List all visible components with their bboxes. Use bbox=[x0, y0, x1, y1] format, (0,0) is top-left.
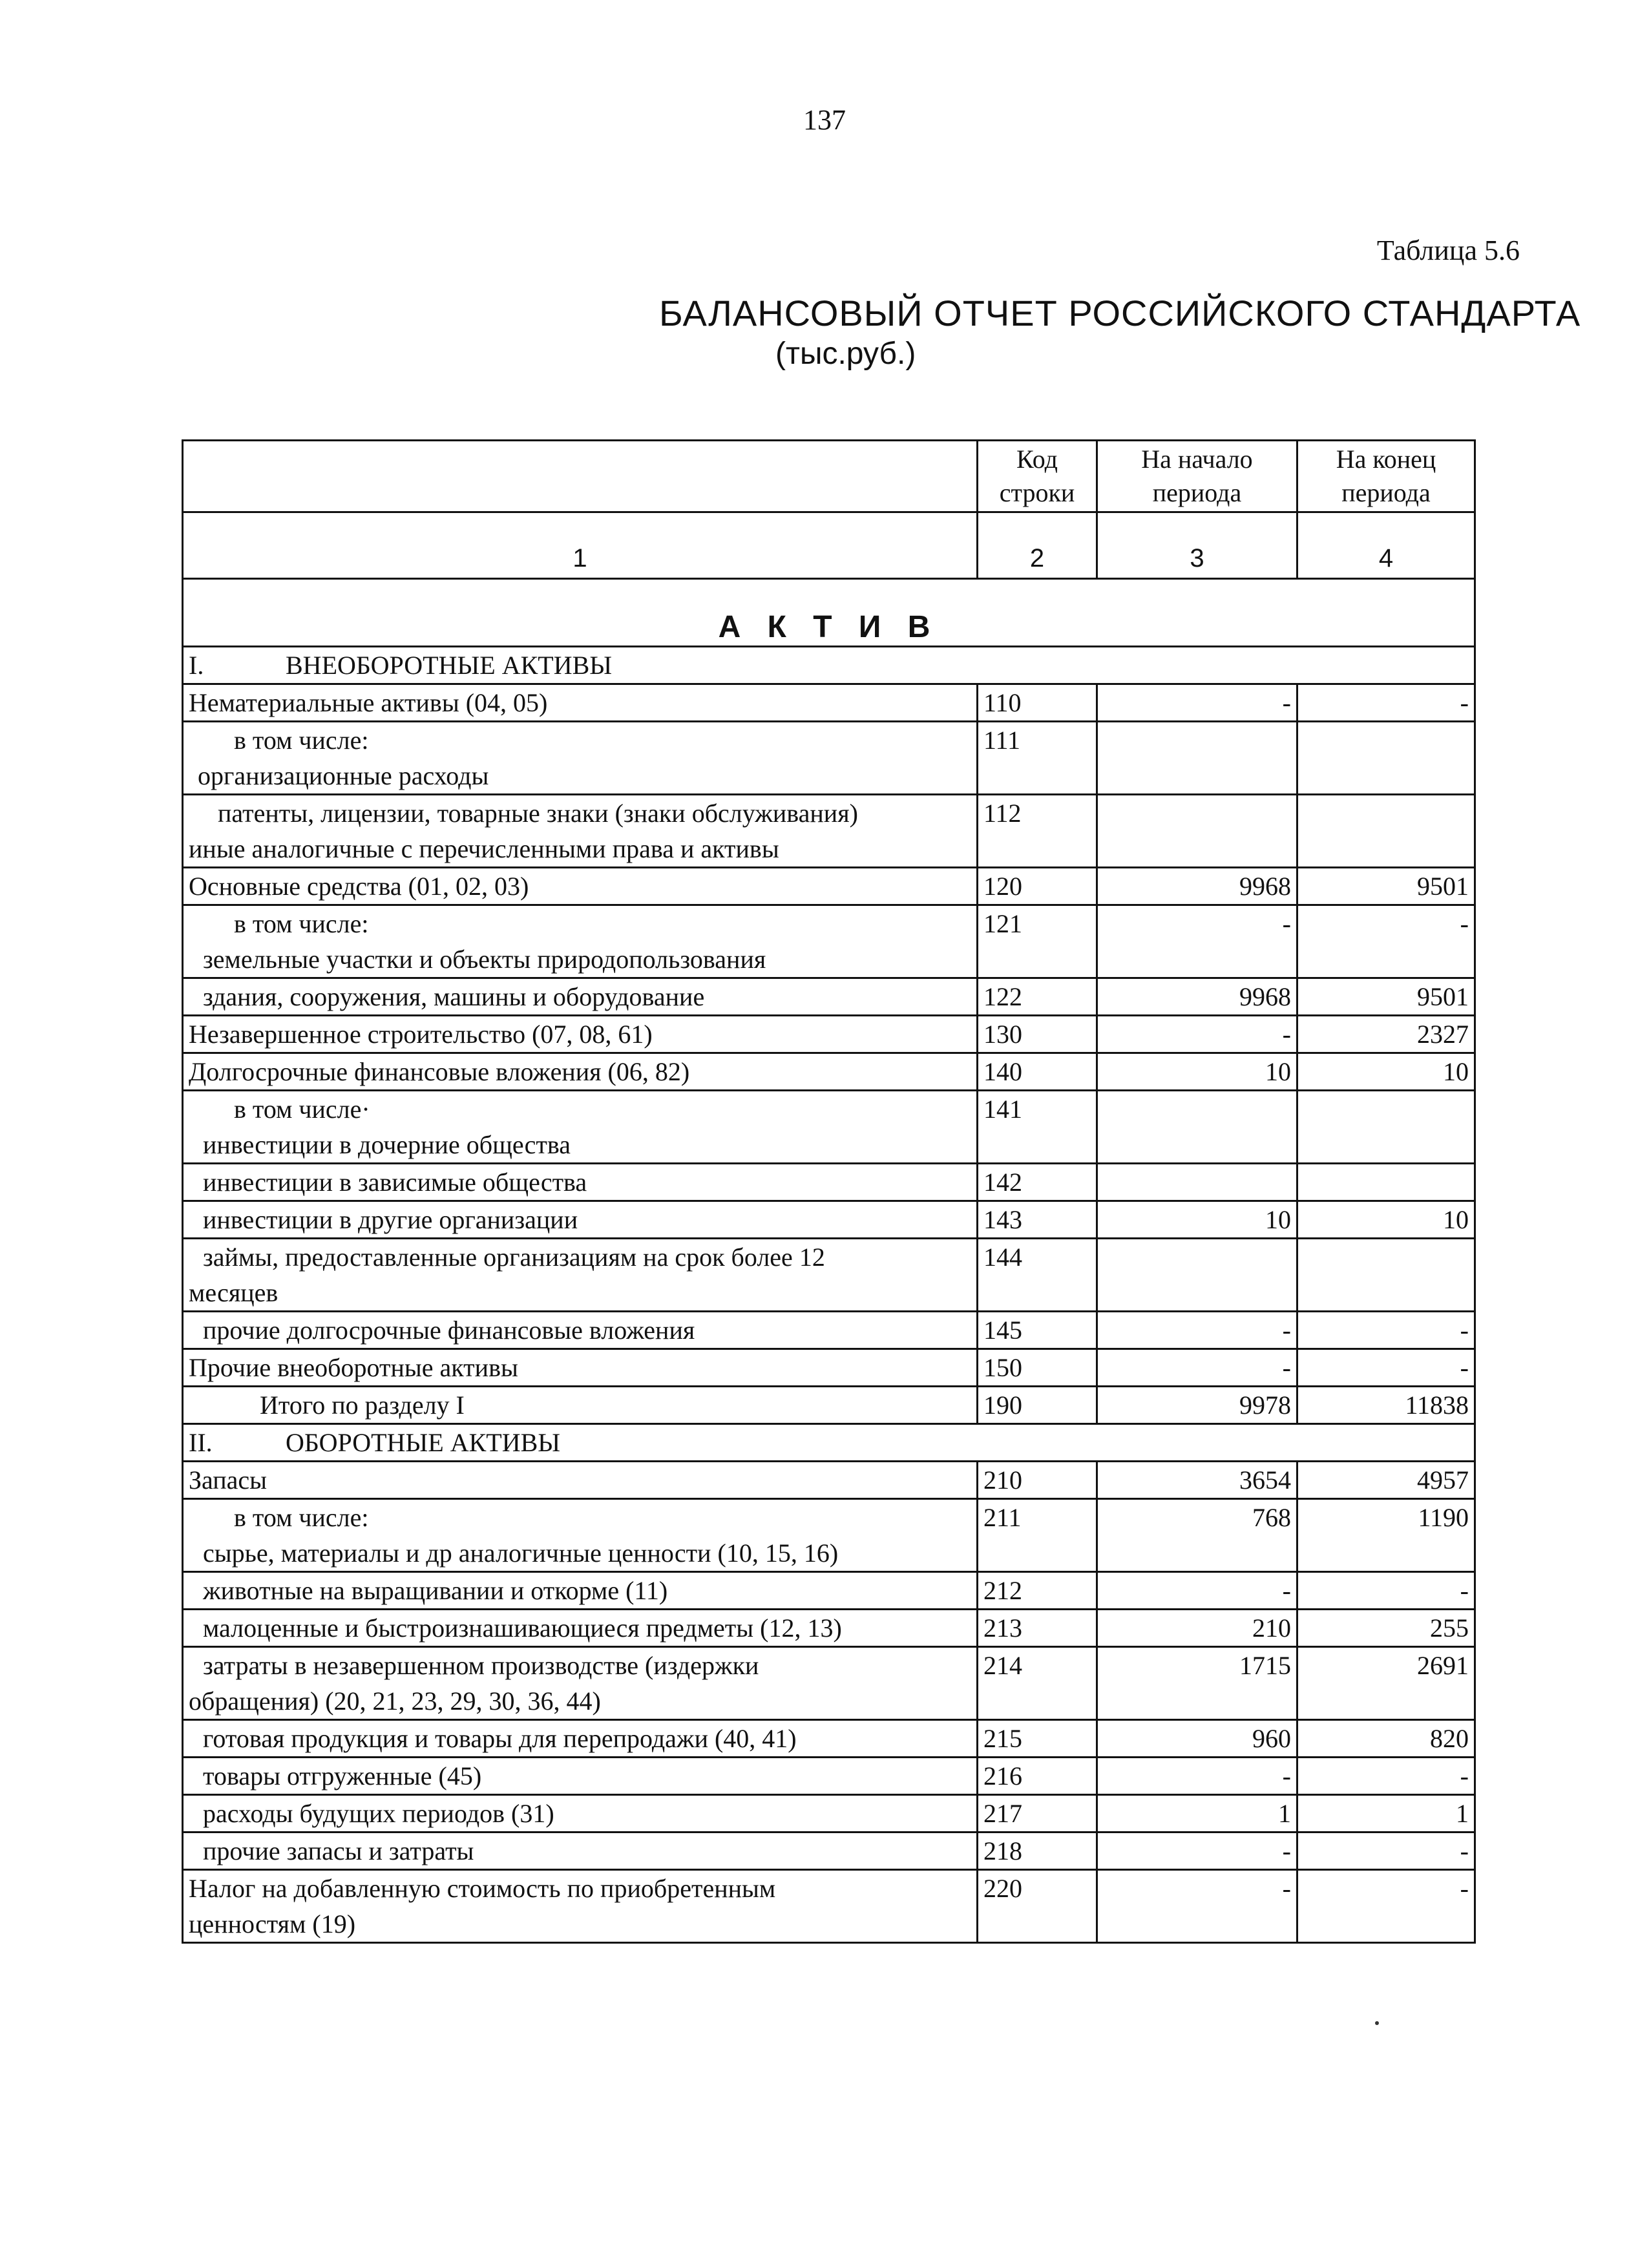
row-start-value bbox=[1097, 795, 1297, 868]
row-code: 216 bbox=[978, 1758, 1097, 1795]
row-start-value: - bbox=[1097, 1758, 1297, 1795]
header-blank-cell bbox=[183, 441, 978, 512]
row-label-line: затраты в незавершенном производстве (издержки bbox=[203, 1651, 759, 1680]
row-start-value: 9968 bbox=[1097, 868, 1297, 905]
table-row bbox=[183, 1312, 1475, 1349]
table-row bbox=[183, 1870, 1475, 1943]
row-start-value: 10 bbox=[1097, 1201, 1297, 1239]
row-code: 110 bbox=[978, 684, 1097, 722]
row-start-value bbox=[1097, 1164, 1297, 1201]
table-row bbox=[183, 1499, 1475, 1572]
row-label-line: ценностям (19) bbox=[189, 1909, 356, 1938]
row-end-value: 9501 bbox=[1297, 868, 1475, 905]
row-label bbox=[183, 1201, 978, 1239]
row-label bbox=[183, 1239, 978, 1312]
section-row bbox=[183, 647, 1475, 684]
header-end-line: периода bbox=[1341, 478, 1431, 507]
row-label-line: инвестиции в другие организации bbox=[203, 1205, 578, 1234]
row-code: 217 bbox=[978, 1795, 1097, 1832]
row-end-value: 11838 bbox=[1297, 1387, 1475, 1424]
row-code: 150 bbox=[978, 1349, 1097, 1387]
row-end-value: 10 bbox=[1297, 1201, 1475, 1239]
row-label-line: организационные расходы bbox=[198, 761, 489, 790]
section-heading bbox=[183, 1424, 1475, 1462]
table-label: Таблица 5.6 bbox=[1376, 235, 1520, 266]
row-label-line: земельные участки и объекты природопользования bbox=[203, 945, 766, 974]
row-code: 143 bbox=[978, 1201, 1097, 1239]
row-label bbox=[183, 1499, 978, 1572]
row-start-value: 768 bbox=[1097, 1499, 1297, 1572]
row-start-value: - bbox=[1097, 1572, 1297, 1610]
row-label-line: прочие запасы и затраты bbox=[203, 1836, 474, 1865]
row-label bbox=[183, 1016, 978, 1053]
row-start-value: 3654 bbox=[1097, 1462, 1297, 1499]
table-row bbox=[183, 1091, 1475, 1164]
section-heading bbox=[183, 647, 1475, 684]
row-label bbox=[183, 684, 978, 722]
table-row bbox=[183, 1720, 1475, 1758]
table-row bbox=[183, 722, 1475, 795]
row-label bbox=[183, 795, 978, 868]
section-row bbox=[183, 1424, 1475, 1462]
row-start-value: 10 bbox=[1097, 1053, 1297, 1091]
row-code: 210 bbox=[978, 1462, 1097, 1499]
row-label-line: патенты, лицензии, товарные знаки (знаки обслуживания) bbox=[218, 799, 858, 828]
row-code: 120 bbox=[978, 868, 1097, 905]
row-label bbox=[183, 1870, 978, 1943]
row-end-value: 820 bbox=[1297, 1720, 1475, 1758]
row-end-value: 255 bbox=[1297, 1610, 1475, 1647]
table-row bbox=[183, 1053, 1475, 1091]
row-label-line: обращения) (20, 21, 23, 29, 30, 36, 44) bbox=[189, 1686, 601, 1716]
table-row bbox=[183, 1239, 1475, 1312]
row-code: 218 bbox=[978, 1832, 1097, 1870]
row-end-value: 10 bbox=[1297, 1053, 1475, 1091]
row-label-line: Прочие внеоборотные активы bbox=[189, 1353, 518, 1382]
row-start-value: 9978 bbox=[1097, 1387, 1297, 1424]
row-end-value: 2327 bbox=[1297, 1016, 1475, 1053]
row-label bbox=[183, 1312, 978, 1349]
row-code: 144 bbox=[978, 1239, 1097, 1312]
row-label-line: инвестиции в зависимые общества bbox=[203, 1168, 587, 1197]
row-label-line: малоценные и быстроизнашивающиеся предметы (12, 13) bbox=[203, 1613, 842, 1643]
row-start-value: - bbox=[1097, 905, 1297, 978]
table-row bbox=[183, 1201, 1475, 1239]
document-units: (тыс.руб.) bbox=[775, 337, 916, 371]
aktiv-heading-row bbox=[183, 579, 1475, 647]
row-end-value: - bbox=[1297, 905, 1475, 978]
column-number: 4 bbox=[1297, 512, 1475, 579]
table-row-total bbox=[183, 1387, 1475, 1424]
row-start-value: - bbox=[1097, 1016, 1297, 1053]
row-code: 212 bbox=[978, 1572, 1097, 1610]
row-label bbox=[183, 905, 978, 978]
row-label bbox=[183, 1795, 978, 1832]
row-label bbox=[183, 1164, 978, 1201]
row-label-line: животные на выращивании и откорме (11) bbox=[203, 1576, 668, 1605]
row-label bbox=[183, 1091, 978, 1164]
section-numeral: II. bbox=[189, 1428, 213, 1457]
header-end bbox=[1297, 441, 1475, 512]
header-code bbox=[978, 441, 1097, 512]
document-title: БАЛАНСОВЫЙ ОТЧЕТ РОССИЙСКОГО СТАНДАРТА bbox=[659, 293, 1581, 333]
row-label-line: расходы будущих периодов (31) bbox=[203, 1799, 554, 1828]
row-label-line: займы, предоставленные организациям на срок более 12 bbox=[203, 1243, 825, 1272]
section-title: ОБОРОТНЫЕ АКТИВЫ bbox=[286, 1428, 561, 1457]
row-code: 211 bbox=[978, 1499, 1097, 1572]
row-code: 122 bbox=[978, 978, 1097, 1016]
row-label bbox=[183, 1832, 978, 1870]
row-label-line: иные аналогичные с перечисленными права и активы bbox=[189, 834, 779, 863]
row-end-value bbox=[1297, 1091, 1475, 1164]
row-label bbox=[183, 868, 978, 905]
row-label-line: товары отгруженные (45) bbox=[203, 1761, 482, 1790]
row-end-value: - bbox=[1297, 1349, 1475, 1387]
column-number-row bbox=[183, 512, 1475, 579]
row-label bbox=[183, 1758, 978, 1795]
row-label-line: готовая продукция и товары для перепродажи (40, 41) bbox=[203, 1724, 797, 1753]
row-label-line: Итого по разделу I bbox=[260, 1391, 465, 1420]
table-row bbox=[183, 1164, 1475, 1201]
table-row bbox=[183, 905, 1475, 978]
row-end-value: 1190 bbox=[1297, 1499, 1475, 1572]
table-row bbox=[183, 868, 1475, 905]
row-end-value bbox=[1297, 795, 1475, 868]
row-end-value: 1 bbox=[1297, 1795, 1475, 1832]
row-code: 111 bbox=[978, 722, 1097, 795]
scan-speck bbox=[1375, 2021, 1379, 2025]
header-start-line: периода bbox=[1152, 478, 1242, 507]
row-end-value: - bbox=[1297, 684, 1475, 722]
row-end-value: - bbox=[1297, 1312, 1475, 1349]
row-start-value bbox=[1097, 722, 1297, 795]
row-end-value: - bbox=[1297, 1758, 1475, 1795]
header-end-line: На конец bbox=[1336, 445, 1436, 474]
row-start-value: - bbox=[1097, 1312, 1297, 1349]
row-end-value bbox=[1297, 1239, 1475, 1312]
header-row bbox=[183, 441, 1475, 512]
row-code: 141 bbox=[978, 1091, 1097, 1164]
row-code: 145 bbox=[978, 1312, 1097, 1349]
aktiv-heading: А К Т И В bbox=[183, 579, 1475, 647]
row-start-value: 210 bbox=[1097, 1610, 1297, 1647]
row-label-line: Нематериальные активы (04, 05) bbox=[189, 688, 548, 717]
row-end-value: 2691 bbox=[1297, 1647, 1475, 1720]
row-code: 214 bbox=[978, 1647, 1097, 1720]
table-row bbox=[183, 684, 1475, 722]
table-row bbox=[183, 1572, 1475, 1610]
row-label-line: здания, сооружения, машины и оборудование bbox=[203, 982, 705, 1011]
row-label-line: Запасы bbox=[189, 1465, 268, 1495]
table-row bbox=[183, 1758, 1475, 1795]
row-code: 142 bbox=[978, 1164, 1097, 1201]
table-row bbox=[183, 1462, 1475, 1499]
row-label-line: в том числе: bbox=[234, 726, 369, 755]
row-code: 220 bbox=[978, 1870, 1097, 1943]
balance-table bbox=[182, 439, 1476, 1944]
row-start-value bbox=[1097, 1239, 1297, 1312]
row-start-value: 960 bbox=[1097, 1720, 1297, 1758]
row-label-line: в том числе· bbox=[234, 1095, 370, 1124]
row-label-line: в том числе: bbox=[234, 909, 369, 938]
row-end-value bbox=[1297, 1164, 1475, 1201]
column-number: 3 bbox=[1097, 512, 1297, 579]
table-row bbox=[183, 1647, 1475, 1720]
row-end-value: - bbox=[1297, 1572, 1475, 1610]
row-label-line: Налог на добавленную стоимость по приобретенным bbox=[189, 1874, 776, 1903]
row-label-line: в том числе: bbox=[234, 1503, 369, 1532]
row-end-value bbox=[1297, 722, 1475, 795]
table-row bbox=[183, 795, 1475, 868]
page-number: 137 bbox=[803, 104, 846, 136]
row-label-line: прочие долгосрочные финансовые вложения bbox=[203, 1316, 695, 1345]
row-label bbox=[183, 1349, 978, 1387]
column-number: 2 bbox=[978, 512, 1097, 579]
row-end-value: - bbox=[1297, 1832, 1475, 1870]
column-number: 1 bbox=[183, 512, 978, 579]
row-start-value: - bbox=[1097, 1870, 1297, 1943]
row-code: 215 bbox=[978, 1720, 1097, 1758]
section-numeral: I. bbox=[189, 651, 204, 680]
row-label bbox=[183, 1572, 978, 1610]
row-end-value: 4957 bbox=[1297, 1462, 1475, 1499]
row-label bbox=[183, 1053, 978, 1091]
table-row bbox=[183, 1349, 1475, 1387]
row-code: 140 bbox=[978, 1053, 1097, 1091]
row-label bbox=[183, 978, 978, 1016]
header-code-line: Код bbox=[1016, 445, 1058, 474]
row-label-line: Незавершенное строительство (07, 08, 61) bbox=[189, 1020, 653, 1049]
row-start-value: - bbox=[1097, 684, 1297, 722]
row-label-line: сырье, материалы и др аналогичные ценности (10, 15, 16) bbox=[203, 1538, 839, 1568]
row-label bbox=[183, 722, 978, 795]
row-label bbox=[183, 1720, 978, 1758]
table-row bbox=[183, 978, 1475, 1016]
row-start-value: 1 bbox=[1097, 1795, 1297, 1832]
row-label bbox=[183, 1462, 978, 1499]
table-row bbox=[183, 1610, 1475, 1647]
row-start-value bbox=[1097, 1091, 1297, 1164]
row-code: 213 bbox=[978, 1610, 1097, 1647]
header-start-line: На начало bbox=[1141, 445, 1253, 474]
table-row bbox=[183, 1016, 1475, 1053]
row-label-line: месяцев bbox=[189, 1278, 278, 1307]
row-code: 130 bbox=[978, 1016, 1097, 1053]
row-code: 112 bbox=[978, 795, 1097, 868]
row-label-line: Долгосрочные финансовые вложения (06, 82) bbox=[189, 1057, 690, 1086]
table-row bbox=[183, 1832, 1475, 1870]
row-end-value: 9501 bbox=[1297, 978, 1475, 1016]
row-label bbox=[183, 1647, 978, 1720]
row-start-value: - bbox=[1097, 1349, 1297, 1387]
row-code: 121 bbox=[978, 905, 1097, 978]
row-code: 190 bbox=[978, 1387, 1097, 1424]
row-start-value: 9968 bbox=[1097, 978, 1297, 1016]
row-label-line: Основные средства (01, 02, 03) bbox=[189, 872, 529, 901]
row-end-value: - bbox=[1297, 1870, 1475, 1943]
table-row bbox=[183, 1795, 1475, 1832]
header-code-line: строки bbox=[999, 478, 1075, 507]
row-start-value: 1715 bbox=[1097, 1647, 1297, 1720]
row-label bbox=[183, 1387, 978, 1424]
row-label-line: инвестиции в дочерние общества bbox=[203, 1130, 571, 1159]
section-title: ВНЕОБОРОТНЫЕ АКТИВЫ bbox=[286, 651, 613, 680]
row-start-value: - bbox=[1097, 1832, 1297, 1870]
row-label bbox=[183, 1610, 978, 1647]
header-start bbox=[1097, 441, 1297, 512]
